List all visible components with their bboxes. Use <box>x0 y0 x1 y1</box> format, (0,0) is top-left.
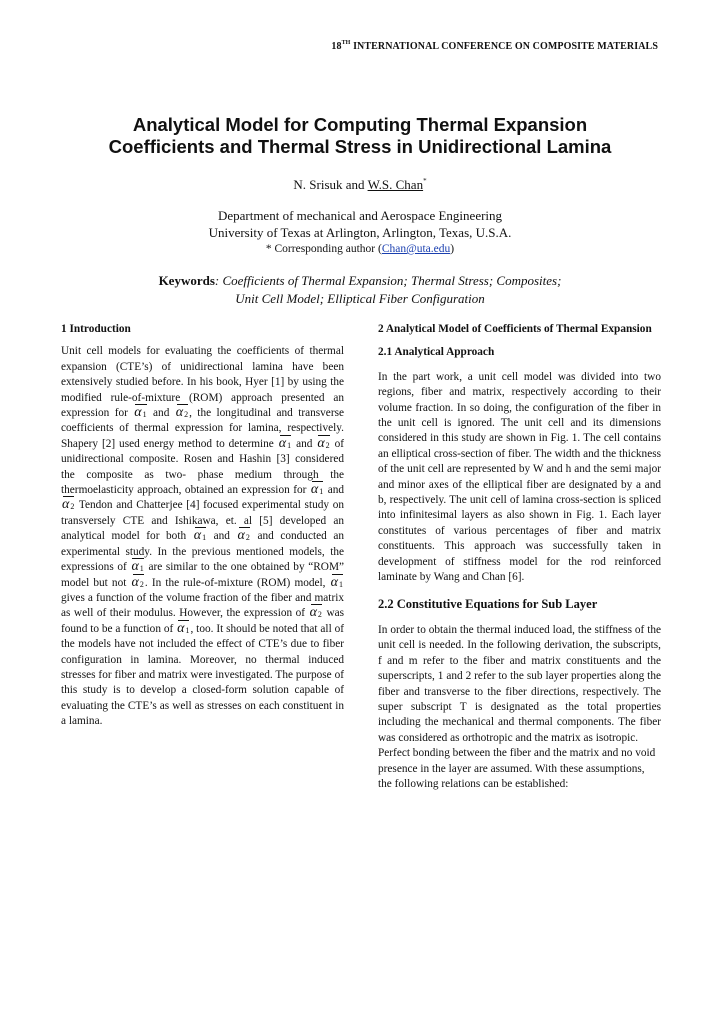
intro-heading: 1 Introduction <box>61 323 131 335</box>
alpha-2-symbol: $\alpha_2$ <box>175 405 189 421</box>
conference-ordinal-suffix: TH <box>341 40 351 46</box>
corresponding-suffix: ) <box>450 243 455 255</box>
section-2-2-paragraph-2: Perfect bonding between the fiber and the matrix and no void presence in the layer are assumed. With these assumptions, the following relations can be established: <box>378 747 656 790</box>
subsection-2-2-heading: 2.2 Constitutive Equations for Sub Layer <box>378 596 598 611</box>
alpha-1-symbol: $\alpha_1$ <box>193 528 207 544</box>
alpha-2-symbol: $\alpha_2$ <box>317 435 330 451</box>
intro-paragraph: Unit cell models for evaluating the coefficients of thermal expansion (CTE’s) of unidirectional lamina have been extensively studied before. In his book, Hyer [1] by using the modified rule-of-mixture (ROM) approach presented an expression for $\alpha_1$ and $\alpha_2$, the longitudinal and transverse coefficients of thermal expression for lamina, respectively. Shapery [2] used energy method to determine $\alpha_1$ and $\alpha_2$ of unidirectional composite. Rosen and Hashin [3] considered the composite as two- phase medium through the thermoelasticity approach, obtained an expression for $\alpha_1$ and $\alpha_2$ Tendon and Chatterjee [4] focused experimental study on transversely CTE and Ishikawa, et. al [5] developed an analytical model for both $\alpha_1$ and $\alpha_2$ and conducted an experimental study. In the previous mentioned models, the expressions of $\alpha_1$ are similar to the one obtained by “ROM” model but not $\alpha_2$. In the rule-of-mixture (ROM) model, $\alpha_1$ gives a function of the volume fraction of the fiber and matrix as well of their modulus. However, the expression of $\alpha_2$ was found to be a function of $\alpha_1$, too. It should be noted that all of the models have not included the effect of CTE’s due to fiber configuration in lamina. Moreover, no thermal induced stresses for fiber and matrix were investigated. The purpose of this study is to develop a closed-form solution capable of evaluating the CTE’s as well as stresses on each constituent in a lamina. <box>61 345 345 728</box>
author-1: N. Srisuk <box>293 177 343 192</box>
section-2-2-paragraph: In order to obtain the thermal induced load, the stiffness of the unit cell is needed. In the following derivation, the subscripts, f and m refer to the fiber and matrix constituents and the superscripts, 1 and 2 refer to the sub layer properties along the fiber and transverse to the fiber directions, respectively. The super subscript T is designated as the total properties including the mechanical and thermal components. The fiber was considered as orthotropic and the matrix as isotropic. <box>378 623 661 744</box>
section-2-heading: 2 Analytical Model of Coefficients of Thermal Expansion <box>378 323 652 335</box>
corresponding-marker: * <box>423 177 427 185</box>
alpha-2-symbol: $\alpha_2$ <box>131 574 144 590</box>
department: Department of mechanical and Aerospace Engineering <box>217 208 503 223</box>
alpha-1-symbol: $\alpha_1$ <box>134 405 147 421</box>
corresponding-author <box>0 241 720 258</box>
author-2[interactable]: W.S. Chan <box>367 177 424 192</box>
alpha-2-symbol: $\alpha_2$ <box>237 528 250 544</box>
corresponding-prefix: * Corresponding author ( <box>265 243 382 255</box>
keywords-label: Keywords <box>158 273 215 288</box>
left-column <box>61 322 344 730</box>
university: University of Texas at Arlington, Arlington, Texas, U.S.A. <box>208 225 512 240</box>
conference-name: INTERNATIONAL CONFERENCE ON COMPOSITE MATERIALS <box>353 41 658 52</box>
conference-header <box>331 40 658 52</box>
alpha-1-symbol: $\alpha_1$ <box>278 435 292 451</box>
alpha-1-symbol: $\alpha_1$ <box>177 620 190 636</box>
subsection-2-1-heading: 2.1 Analytical Approach <box>378 346 495 359</box>
alpha-1-symbol: $\alpha_1$ <box>330 574 344 590</box>
author-list <box>0 173 720 193</box>
section-2-1-paragraph: In the part work, a unit cell model was divided into two regions, fiber and matrix, respectively according to their volume fraction. In so doing, the configuration of the fiber in the unit cell is ignored. The unit cell and its dimensions considered in this study are shown in Fig. 1. The cell contains an elliptical cross-section of fiber. The width and the thickness of the unit cell are represented by W and h and the semi major and minor axes of the elliptical fiber are designated by a and b, respectively. The unit cell of lamina cross-section is spliced into infinitesimal layers as also shown in Fig. 1. Each layer constitutes of various percentages of fiber and matrix constituents. This approach was successfully taken in development of stiffness model for the rod reinforced laminate by Wang and Chan [6]. <box>378 370 661 584</box>
alpha-1-symbol: $\alpha_1$ <box>310 482 324 498</box>
keywords-line-1: : Coefficients of Thermal Expansion; Thermal Stress; Composites; <box>214 273 562 288</box>
alpha-1-symbol: $\alpha_1$ <box>131 559 144 575</box>
conference-ordinal: 18 <box>331 41 342 52</box>
keywords-line-2: Unit Cell Model; Elliptical Fiber Configuration <box>235 291 485 306</box>
title-line-2: Coefficients and Thermal Stress in Unidirectional Lamina <box>108 136 612 157</box>
title-line-1: Analytical Model for Computing Thermal Expansion <box>132 114 588 135</box>
affiliation-block <box>0 207 720 258</box>
alpha-2-symbol: $\alpha_2$ <box>62 497 75 513</box>
alpha-2-symbol: $\alpha_2$ <box>309 605 322 621</box>
email-link[interactable]: Chan@uta.edu <box>381 243 451 255</box>
keywords-block <box>0 272 720 308</box>
right-column <box>378 322 661 792</box>
paper-title <box>0 114 720 158</box>
author-conjunction: and <box>345 177 365 192</box>
